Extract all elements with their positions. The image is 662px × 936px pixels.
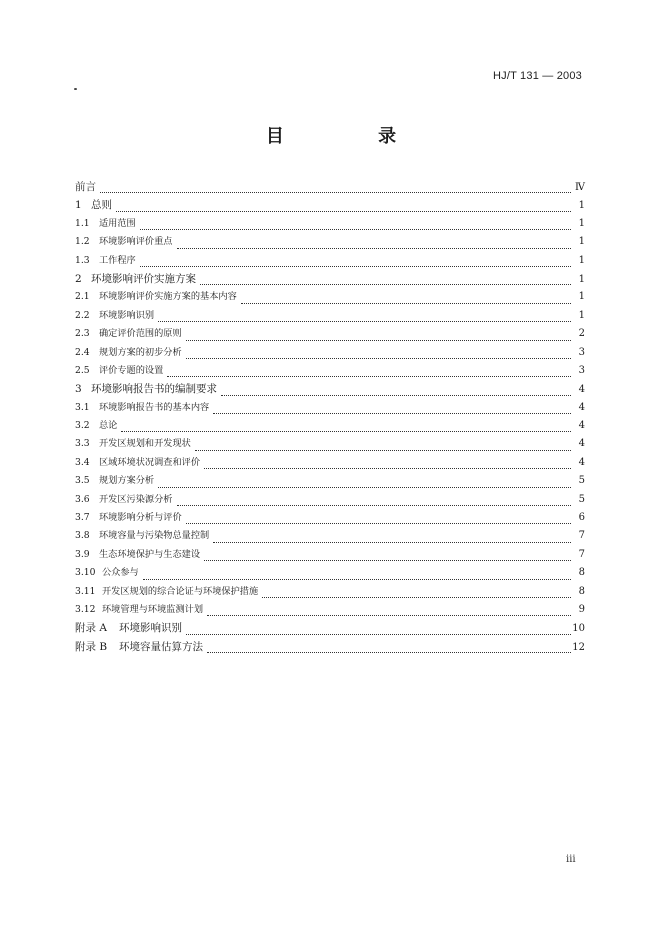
dot-leader xyxy=(140,229,571,230)
toc-entry-page: 8 xyxy=(578,585,585,597)
toc-entry-number: 2 xyxy=(75,272,82,285)
toc-entry[interactable] xyxy=(75,491,585,509)
table-of-contents xyxy=(75,178,585,656)
page-title-text: 目 录 xyxy=(265,126,441,147)
dot-leader xyxy=(100,192,571,193)
toc-entry-number: 1.3 xyxy=(75,254,90,266)
toc-entry-page: 12 xyxy=(572,641,585,653)
toc-entry[interactable] xyxy=(75,362,585,380)
toc-entry-page: 1 xyxy=(578,254,585,266)
toc-entry-number: 3 xyxy=(75,383,82,396)
dot-leader xyxy=(195,450,571,451)
toc-entry-number: 3.2 xyxy=(75,420,90,432)
dot-leader xyxy=(213,413,571,414)
dot-leader xyxy=(158,321,571,322)
toc-entry-label: 工作程序 xyxy=(99,254,136,266)
toc-entry[interactable] xyxy=(75,601,585,619)
toc-entry-page: 1 xyxy=(578,273,585,285)
dot-leader xyxy=(207,652,571,653)
toc-entry-number: 3.5 xyxy=(75,475,90,487)
toc-entry-page: 1 xyxy=(578,291,585,303)
toc-entry[interactable] xyxy=(75,472,585,490)
dot-leader xyxy=(213,542,571,543)
toc-entry[interactable] xyxy=(75,417,585,435)
toc-entry-page: 4 xyxy=(578,384,585,396)
toc-entry-label: 环境容量估算方法 xyxy=(119,640,203,653)
toc-entry-page: 7 xyxy=(578,530,585,542)
toc-entry-label: 开发区规划和开发现状 xyxy=(99,438,191,450)
toc-entry-page: 9 xyxy=(578,603,585,615)
toc-entry-label: 环境影响分析与评价 xyxy=(99,512,182,524)
dot-leader xyxy=(121,431,571,432)
toc-entry[interactable] xyxy=(75,325,585,343)
toc-entry-page: 4 xyxy=(578,420,585,432)
toc-entry-label: 环境影响报告书的编制要求 xyxy=(91,383,217,396)
toc-entry[interactable] xyxy=(75,564,585,582)
toc-entry-number: 3.6 xyxy=(75,493,90,505)
toc-entry[interactable] xyxy=(75,196,585,214)
toc-entry-number: 3.4 xyxy=(75,456,90,468)
toc-entry[interactable] xyxy=(75,288,585,306)
page-number: ⅲ xyxy=(566,854,576,865)
toc-entry-page: 5 xyxy=(578,475,585,487)
toc-entry[interactable] xyxy=(75,509,585,527)
dot-leader xyxy=(158,487,571,488)
toc-entry-page: 3 xyxy=(578,364,585,376)
toc-entry-label: 总论 xyxy=(99,420,118,432)
dot-leader xyxy=(241,303,571,304)
toc-entry-page: Ⅳ xyxy=(575,182,585,193)
dot-leader xyxy=(177,248,572,249)
toc-entry-number: 2.2 xyxy=(75,309,90,321)
toc-entry-number: 2.4 xyxy=(75,346,90,358)
toc-entry-page: 4 xyxy=(578,438,585,450)
toc-entry-number: 3.1 xyxy=(75,401,90,413)
toc-entry[interactable] xyxy=(75,270,585,288)
toc-entry-number: 2.3 xyxy=(75,328,90,340)
toc-entry-label: 环境影响评价实施方案的基本内容 xyxy=(99,291,237,303)
toc-entry-page: 3 xyxy=(578,346,585,358)
toc-entry[interactable] xyxy=(75,233,585,251)
toc-entry-label: 确定评价范围的原则 xyxy=(99,328,182,340)
dot-leader xyxy=(186,634,571,635)
toc-entry-label: 规划方案分析 xyxy=(99,475,155,487)
toc-entry-number: 1.1 xyxy=(75,217,90,229)
toc-entry-label: 环境影响评价重点 xyxy=(99,236,173,248)
toc-entry-number: 1 xyxy=(75,199,82,212)
toc-entry-page: 8 xyxy=(578,567,585,579)
toc-entry-label: 环境容量与污染物总量控制 xyxy=(99,530,210,542)
toc-entry-label: 公众参与 xyxy=(102,567,139,579)
toc-entry-label: 环境影响识别 xyxy=(119,622,182,635)
toc-entry[interactable] xyxy=(75,435,585,453)
toc-entry-number: 3.10 xyxy=(75,567,96,579)
toc-entry-page: 10 xyxy=(572,623,585,635)
toc-entry-label: 规划方案的初步分析 xyxy=(99,346,182,358)
toc-entry[interactable] xyxy=(75,546,585,564)
toc-entry-number: 3.3 xyxy=(75,438,90,450)
toc-entry-label: 总则 xyxy=(91,199,112,212)
toc-entry-number: 2.1 xyxy=(75,291,90,303)
toc-entry-label: 环境管理与环境监测计划 xyxy=(102,603,204,615)
toc-entry-number: 3.11 xyxy=(75,585,96,597)
dot-leader xyxy=(116,211,571,212)
toc-entry[interactable] xyxy=(75,454,585,472)
standard-code: HJ/T 131 — 2003 xyxy=(492,70,582,82)
toc-entry-label: 开发区污染源分析 xyxy=(99,493,173,505)
dot-leader xyxy=(207,615,571,616)
toc-entry-page: 2 xyxy=(578,328,585,340)
dot-leader xyxy=(186,358,571,359)
dot-leader xyxy=(200,284,571,285)
toc-entry[interactable] xyxy=(75,307,585,325)
toc-entry[interactable] xyxy=(75,527,585,545)
toc-entry[interactable] xyxy=(75,252,585,270)
dot-leader xyxy=(262,597,571,598)
toc-entry-label: 开发区规划的综合论证与环境保护措施 xyxy=(102,585,259,597)
toc-entry-page: 5 xyxy=(578,493,585,505)
toc-entry[interactable] xyxy=(75,638,585,656)
toc-entry-page: 6 xyxy=(578,512,585,524)
toc-entry[interactable] xyxy=(75,583,585,601)
toc-entry[interactable] xyxy=(75,178,585,196)
toc-entry-number: 附录 A xyxy=(75,622,107,635)
toc-entry-page: 1 xyxy=(578,236,585,248)
dot-leader xyxy=(186,523,571,524)
dot-leader xyxy=(204,468,571,469)
toc-entry-number: 3.9 xyxy=(75,548,90,560)
toc-entry-label: 适用范围 xyxy=(99,217,136,229)
toc-entry[interactable] xyxy=(75,619,585,637)
toc-entry[interactable] xyxy=(75,344,585,362)
dot-leader xyxy=(177,505,572,506)
dot-leader xyxy=(167,376,571,377)
toc-entry-label: 生态环境保护与生态建设 xyxy=(99,548,201,560)
dot-leader xyxy=(204,560,571,561)
toc-entry-page: 4 xyxy=(578,456,585,468)
toc-entry-number: 3.8 xyxy=(75,530,90,542)
toc-entry-number: 3.7 xyxy=(75,512,90,524)
dot-leader xyxy=(140,266,571,267)
toc-entry-label: 环境影响评价实施方案 xyxy=(91,272,196,285)
toc-entry[interactable] xyxy=(75,215,585,233)
dot-leader xyxy=(143,579,571,580)
toc-entry-number: 3.12 xyxy=(75,603,96,615)
toc-entry-label: 前言 xyxy=(75,181,96,193)
toc-entry[interactable] xyxy=(75,380,585,398)
toc-entry-page: 7 xyxy=(578,548,585,560)
toc-entry-number: 1.2 xyxy=(75,236,90,248)
toc-entry-page: 1 xyxy=(578,309,585,321)
scan-speck xyxy=(74,88,77,90)
toc-entry-label: 区域环境状况调查和评价 xyxy=(99,456,201,468)
page-title xyxy=(0,122,662,148)
toc-entry-label: 评价专题的设置 xyxy=(99,364,164,376)
dot-leader xyxy=(221,395,571,396)
toc-entry-number: 附录 B xyxy=(75,640,108,653)
toc-entry-label: 环境影响报告书的基本内容 xyxy=(99,401,210,413)
toc-entry-label: 环境影响识别 xyxy=(99,309,155,321)
toc-entry-page: 4 xyxy=(578,401,585,413)
dot-leader xyxy=(186,340,571,341)
toc-entry-page: 1 xyxy=(578,200,585,212)
toc-entry-page: 1 xyxy=(578,217,585,229)
toc-entry[interactable] xyxy=(75,399,585,417)
toc-entry-number: 2.5 xyxy=(75,364,90,376)
